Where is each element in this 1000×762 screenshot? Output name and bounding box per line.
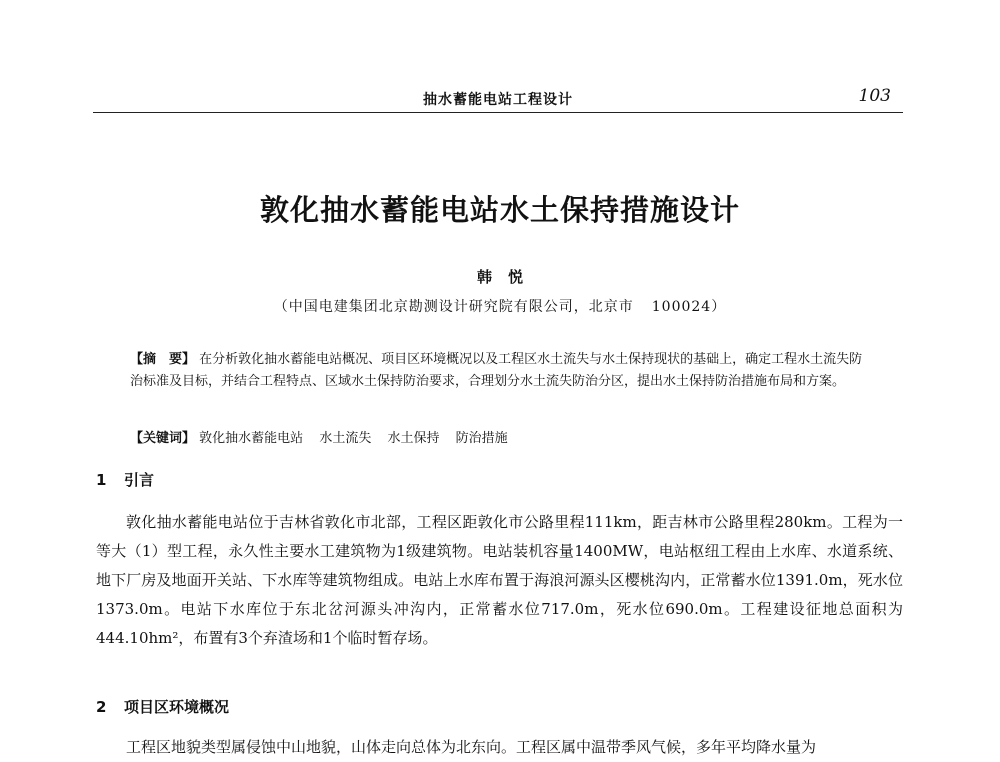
section-paragraph: 工程区地貌类型属侵蚀中山地貌，山体走向总体为北东向。工程区属中温带季风气候，多年平均降水量为 <box>126 738 817 756</box>
keyword: 水土保持 <box>387 431 440 446</box>
keyword: 防治措施 <box>455 431 508 446</box>
abstract-label: 【摘 要】 <box>130 352 196 367</box>
author-name: 韩悦 <box>476 268 539 286</box>
section-number: 2 <box>96 698 107 716</box>
keyword: 敦化抽水蓄能电站 <box>199 431 304 446</box>
section-paragraph: 敦化抽水蓄能电站位于吉林省敦化市北部，工程区距敦化市公路里程111km，距吉林市公路里程280km。工程为一等大（1）型工程，永久性主要水工建筑物为1级建筑物。电站装机容量1400MW，电站枢纽工程由上水库、水道系统、地下厂房及地面开关站、下水库等建筑物组成。电站上水库布置于海浪河源头区樱桃沟内，正常蓄水位1391.0m，死水位1373.0m。电站下水库位于东北岔河源头冲沟内，正常蓄水位717.0m，死水位690.0m。工程建设征地总面积为444.10hm²，布置有3个弃渣场和1个临时暂存场。 <box>96 513 903 647</box>
keywords-label: 【关键词】 <box>130 431 196 446</box>
keyword: 水土流失 <box>319 431 372 446</box>
author-affiliation <box>0 296 1000 316</box>
section-title: 项目区环境概况 <box>124 698 230 716</box>
section-heading-introduction <box>96 469 154 490</box>
header-rule <box>93 112 903 113</box>
section-title: 引言 <box>124 471 155 489</box>
page-number: 103 <box>858 86 891 106</box>
running-header <box>93 86 903 110</box>
keywords <box>130 428 872 450</box>
affiliation-text: （中国电建集团北京勘测设计研究院有限公司，北京市 <box>273 299 634 315</box>
postal-code: 100024） <box>651 299 727 315</box>
section-number: 1 <box>96 471 107 489</box>
journal-title: 抽水蓄能电站工程设计 <box>423 92 573 108</box>
section-heading-environment <box>96 696 229 717</box>
abstract <box>130 349 872 393</box>
abstract-text: 在分析敦化抽水蓄能电站概况、项目区环境概况以及工程区水土流失与水土保持现状的基础上，确定工程水土流失防治标准及目标，并结合工程特点、区域水土保持防治要求，合理划分水土流失防治分区，提出水土保持防治措施布局和方案。 <box>130 352 863 389</box>
article-title: 敦化抽水蓄能电站水土保持措施设计 <box>259 193 740 227</box>
